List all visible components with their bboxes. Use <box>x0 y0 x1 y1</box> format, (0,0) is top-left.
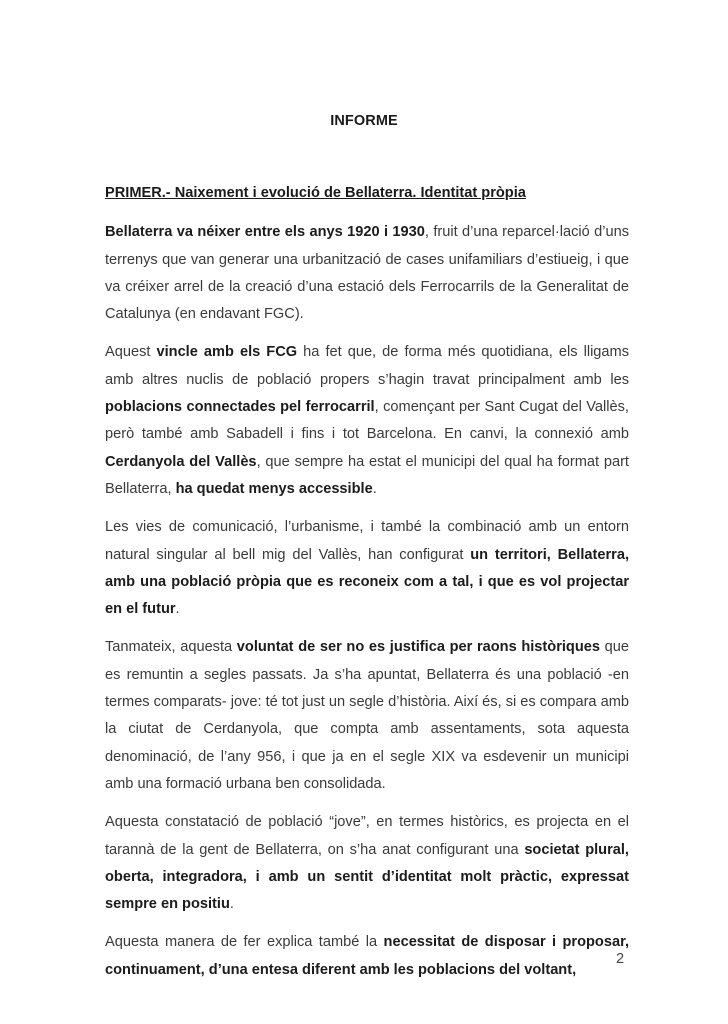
section-heading: PRIMER.- Naixement i evolució de Bellaterra. Identitat pròpia <box>105 185 526 201</box>
bold-text-segment: vincle amb els FCG <box>156 344 298 361</box>
text-segment: que es remuntin a segles passats. Ja s’ha apuntat, Bellaterra és una població -en termes comparats- jove: té tot just un segle d’història. Així és, si es compara amb la ciutat de Cerdanyola, que compta amb assentaments, sota aquesta denominació, de l’any 956, i que ja en el segle XIX va esdevenir un municipi amb una formació urbana ben consolidada. <box>105 639 629 792</box>
bold-text-segment: necessitat de disposar i proposar, continuament, d’una entesa diferent amb les poblacions del voltant, <box>105 934 629 978</box>
paragraph <box>105 634 629 798</box>
text-segment: . <box>372 480 377 497</box>
paragraph <box>105 219 629 328</box>
paragraph <box>105 339 629 503</box>
text-segment: Aquesta manera de fer explica també la <box>105 934 384 951</box>
text-segment: ha fet que, de forma més quotidiana, els lligams amb altres nuclis de població propers s’hagin travat principalment amb les <box>105 344 629 388</box>
bold-text-segment: societat plural, oberta, integradora, i amb un sentit d’identitat molt pràctic, expressat sempre en positiu <box>105 841 629 913</box>
bold-text-segment: Cerdanyola del Vallès <box>105 453 257 470</box>
paragraph <box>105 514 629 623</box>
bold-text-segment: un territori, Bellaterra, amb una població pròpia que es reconeix com a tal, i que es vol projectar en el futur <box>105 546 629 618</box>
text-segment: . <box>229 896 234 913</box>
document-body <box>105 180 629 995</box>
text-segment: , començant per Sant Cugat del Vallès, però també amb Sabadell i fins i tot Barcelona. En canvi, la connexió amb <box>105 399 629 443</box>
text-segment: Aquesta constatació de població “jove”, en termes històrics, es projecta en el tarannà de la gent de Bellaterra, on s’ha anat configurant una <box>105 814 629 858</box>
bold-text-segment: Bellaterra va néixer entre els anys 1920 i 1930 <box>105 224 425 241</box>
text-segment: Les vies de comunicació, l’urbanisme, i també la combinació amb un entorn natural singular al bell mig del Vallès, han configurat <box>105 519 629 563</box>
paragraphs-container <box>105 219 629 984</box>
text-segment: Aquest <box>105 344 157 361</box>
bold-text-segment: ha quedat menys accessible <box>175 480 373 497</box>
text-segment: , fruit d’una reparcel·lació d’uns terrenys que van generar una urbanització de cases unifamiliars d’estiueig, i que va créixer arrel de la creació d’una estació dels Ferrocarrils de la Generalitat de Catalunya (en endavant FGC). <box>105 224 629 323</box>
bold-text-segment: poblacions connectades pel ferrocarril <box>105 399 375 416</box>
text-segment: . <box>175 601 180 618</box>
document-title: INFORME <box>330 113 398 129</box>
paragraph <box>105 809 629 918</box>
text-segment: Tanmateix, aquesta <box>105 639 237 656</box>
text-segment: , que sempre ha estat el municipi del qual ha format part Bellaterra, <box>105 453 629 497</box>
page-number: 2 <box>616 951 625 967</box>
bold-text-segment: voluntat de ser no es justifica per raons històriques <box>236 639 600 656</box>
paragraph <box>105 929 629 984</box>
